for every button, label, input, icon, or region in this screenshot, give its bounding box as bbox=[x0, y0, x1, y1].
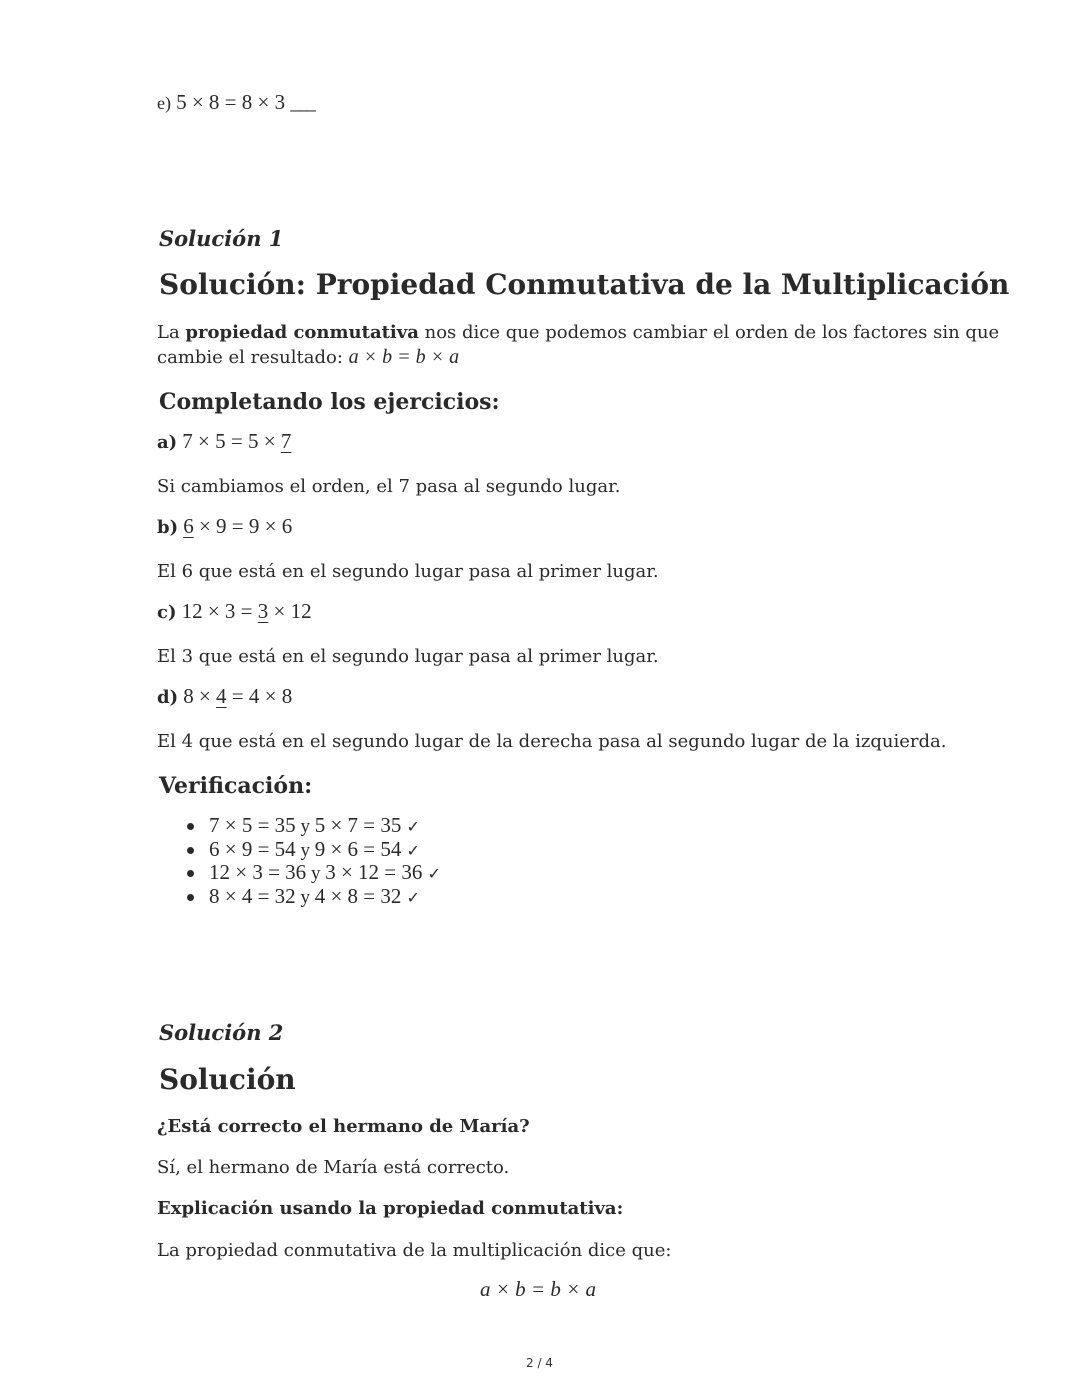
checkmark-icon: ✓ bbox=[406, 887, 420, 907]
explanation-heading: Explicación usando la propiedad conmutativa: bbox=[157, 1198, 624, 1219]
page-number: 2 / 4 bbox=[526, 1356, 553, 1370]
explanation-a: Si cambiamos el orden, el 7 pasa al segundo lugar. bbox=[157, 476, 621, 497]
exercises-heading: Completando los ejercicios: bbox=[159, 389, 500, 415]
intro-bold-term: propiedad conmutativa bbox=[185, 322, 419, 343]
exercise-d: d) 8 × 4 = 4 × 8 bbox=[157, 684, 293, 708]
explanation-text: La propiedad conmutativa de la multiplicación dice que: bbox=[157, 1240, 672, 1261]
bullet-icon bbox=[187, 870, 194, 877]
answer-b: 6 bbox=[183, 514, 194, 538]
list-item: 8 × 4 = 32 y 4 × 8 = 32 ✓ bbox=[185, 885, 441, 909]
answer-a: 7 bbox=[280, 429, 292, 453]
exercise-e-label: e) bbox=[157, 93, 171, 113]
verification-heading: Verificación: bbox=[159, 773, 313, 799]
answer-text: Sí, el hermano de María está correcto. bbox=[157, 1157, 510, 1178]
exercise-a: a) 7 × 5 = 5 × 7 bbox=[157, 429, 292, 453]
explanation-c: El 3 que está en el segundo lugar pasa al primer lugar. bbox=[157, 646, 659, 667]
checkmark-icon: ✓ bbox=[406, 817, 420, 836]
explanation-b: El 6 que está en el segundo lugar pasa al primer lugar. bbox=[157, 561, 659, 582]
solution-1-title: Solución: Propiedad Conmutativa de la Multiplicación bbox=[159, 268, 1010, 301]
solution-2-label: Solución 2 bbox=[159, 1020, 284, 1045]
intro-formula: a × b = b × a bbox=[348, 346, 460, 368]
checkmark-icon: ✓ bbox=[427, 864, 441, 883]
list-item: 12 × 3 = 36 y 3 × 12 = 36 ✓ bbox=[185, 861, 441, 885]
solution-1-label: Solución 1 bbox=[159, 226, 284, 251]
bullet-icon bbox=[187, 823, 194, 830]
verification-list bbox=[185, 814, 441, 908]
exercise-e-blank: ___ bbox=[290, 90, 313, 114]
exercise-c: c) 12 × 3 = 3 × 12 bbox=[157, 599, 312, 623]
list-item: 7 × 5 = 35 y 5 × 7 = 35 ✓ bbox=[185, 814, 441, 838]
intro-line-1: La propiedad conmutativa nos dice que podemos cambiar el orden de los factores sin que bbox=[157, 322, 1000, 343]
exercise-b: b) 6 × 9 = 9 × 6 bbox=[157, 514, 293, 538]
answer-d: 4 bbox=[216, 684, 227, 708]
list-item: 6 × 9 = 54 y 9 × 6 = 54 ✓ bbox=[185, 838, 441, 862]
exercise-e-math: 5 × 8 = 8 × 3 bbox=[176, 90, 286, 114]
checkmark-icon: ✓ bbox=[406, 840, 420, 860]
bullet-icon bbox=[187, 894, 194, 901]
explanation-d: El 4 que está en el segundo lugar de la derecha pasa al segundo lugar de la izquierda. bbox=[157, 731, 947, 752]
exercise-e bbox=[157, 90, 313, 115]
question-text: ¿Está correcto el hermano de María? bbox=[157, 1116, 530, 1137]
solution-2-title: Solución bbox=[159, 1063, 296, 1096]
answer-c: 3 bbox=[257, 599, 269, 623]
display-formula: a × b = b × a bbox=[480, 1277, 597, 1301]
intro-line-2: cambie el resultado: a × b = b × a bbox=[157, 346, 460, 368]
bullet-icon bbox=[187, 847, 194, 854]
